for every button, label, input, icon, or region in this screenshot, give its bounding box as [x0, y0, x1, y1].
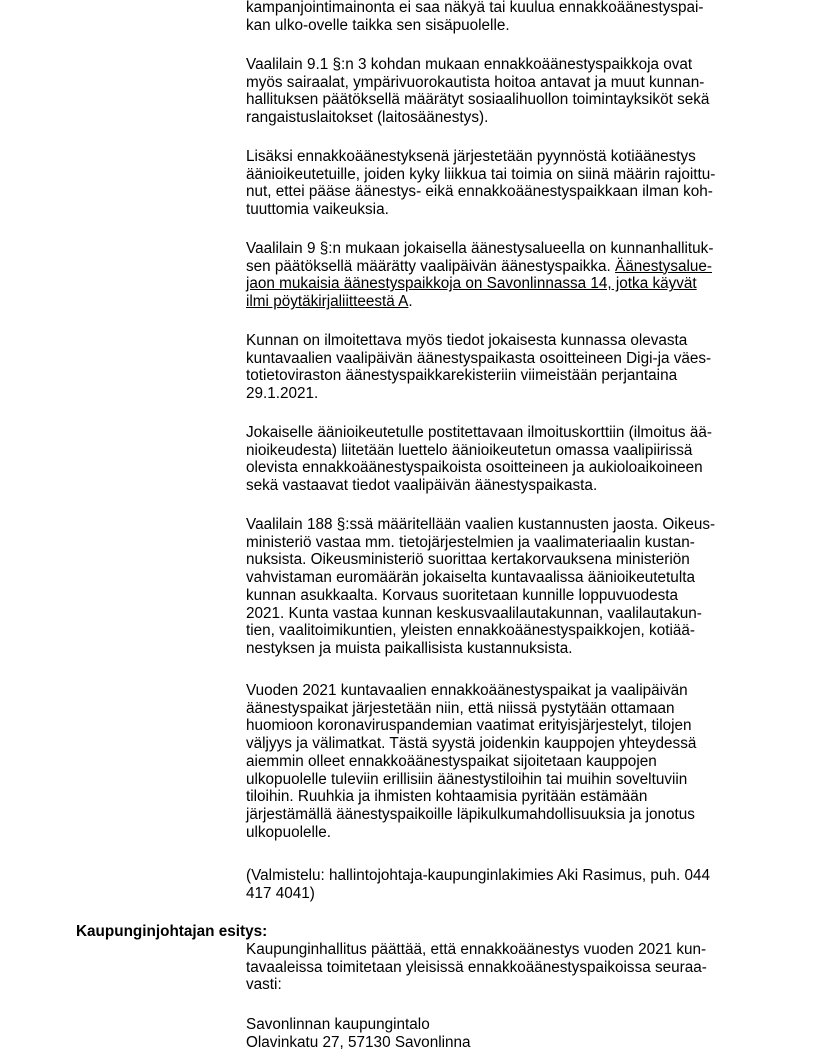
text-line: hallituksen päätöksellä määrätyt sosiaalihuollon toimintayksiköt sekä — [246, 91, 710, 109]
text-line: Olavinkatu 27, 57130 Savonlinna — [246, 1033, 471, 1051]
text-line: Savonlinnan kaupungintalo — [246, 1016, 430, 1033]
paragraph-election-costs — [246, 516, 746, 658]
text-line: Jokaiselle äänioikeutetulle postitettavaan ilmoituskorttiin (ilmoitus ää- — [246, 424, 712, 441]
text-line: kampanjointimainonta ei saa näkyä tai kuulua ennakkoäänestyspai- — [246, 0, 704, 16]
text-line: ulkopuolelle tuleviin erillisiin äänestystiloihin tai muihin soveltuviin — [246, 770, 688, 788]
text-line: vasti: — [246, 976, 282, 994]
text-segment: sen päätöksellä määrätty vaalipäivän äänestyspaikka. — [246, 257, 616, 275]
text-line: tien, vaalitoimikuntien, yleisten ennakkoäänestyspaikkojen, kotiää- — [246, 622, 695, 640]
text-line: 2021. Kunta vastaa kunnan keskusvaalilautakunnan, vaalilautakun- — [246, 604, 702, 622]
text-line: tavaaleissa toimitetaan yleisissä ennakkoäänestyspaikoissa seuraa- — [246, 958, 707, 976]
text-line: Vuoden 2021 kuntavaalien ennakkoäänestyspaikat ja vaalipäivän — [246, 682, 688, 699]
underlined-text: Äänestysalue- — [615, 257, 712, 275]
text-line: rangaistuslaitokset (laitosäänestys). — [246, 109, 489, 127]
text-line: kan ulko-ovelle taikka sen sisäpuolelle. — [246, 16, 510, 34]
text-line: äänestyspaikat järjestetään niin, että niissä pystytään ottamaan — [246, 699, 675, 717]
address-block — [246, 1016, 746, 1051]
text-line: Vaalilain 9.1 §:n 3 kohdan mukaan ennakkoäänestyspaikkoja ovat — [246, 56, 693, 73]
paragraph-notification-card — [246, 424, 746, 495]
text-line: myös sairaalat, ympärivuorokautista hoitoa antavat ja muut kunnan- — [246, 73, 705, 91]
text-line — [246, 293, 746, 311]
text-line: Lisäksi ennakkoäänestyksenä järjestetään pyynnöstä kotiäänestys — [246, 148, 696, 165]
text-line: kuntavaalien vaalipäivän äänestyspaikasta osoitteineen Digi-ja väes- — [246, 349, 712, 367]
text-line: Kaupunginhallitus päättää, että ennakkoäänestys vuoden 2021 kun- — [246, 941, 707, 958]
text-line: tuuttomia vaikeuksia. — [246, 201, 389, 219]
text-line: 29.1.2021. — [246, 385, 319, 403]
text-line: väljyys ja välimatkat. Tästä syystä joidenkin kauppojen yhteydessä — [246, 735, 697, 753]
text-line: ministeriö vastaa mm. tietojärjestelmien ja vaalimateriaalin kustan- — [246, 533, 695, 551]
paragraph-institutional-voting — [246, 56, 746, 127]
text-line: tiloihin. Ruuhkia ja ihmisten kohtaamisia pyritään estämään — [246, 788, 648, 806]
text-line: nioikeudesta) liitetään luettelo äänioikeutetun omassa vaalipiirissä — [246, 441, 693, 459]
text-line: olevista ennakkoäänestyspaikoista osoitteineen ja aukioloaikoineen — [246, 459, 703, 477]
underlined-text: jaon mukaisia äänestyspaikkoja on Savonlinnassa 14, jotka käyvät — [246, 275, 697, 293]
paragraph-preparer — [246, 867, 746, 902]
text-line: äänioikeutetuille, joiden kyky liikkua tai toimia on siinä määrin rajoittu- — [246, 165, 716, 183]
paragraph-campaign-ads — [246, 0, 746, 34]
text-line: (Valmistelu: hallintojohtaja-kaupunginlakimies Aki Rasimus, puh. 044 — [246, 867, 710, 884]
proposal-text — [246, 941, 746, 994]
text-line: vahvistaman euromäärän jokaiselta kuntavaalissa äänioikeutetulta — [246, 569, 695, 587]
text-line: kunnan asukkaalta. Korvaus suoritetaan kunnille loppuvuodesta — [246, 586, 679, 604]
paragraph-polling-stations — [246, 240, 746, 311]
text-line — [246, 258, 746, 276]
proposal-heading: Kaupunginjohtajan esitys: — [76, 923, 268, 940]
text-line: Vaalilain 188 §:ssä määritellään vaalien kustannusten jaosta. Oikeus- — [246, 516, 716, 533]
text-line: nut, ettei pääse äänestys- eikä ennakkoäänestyspaikkaan ilman koh- — [246, 183, 713, 201]
text-line: aiemmin olleet ennakkoäänestyspaikat sijoitetaan kauppojen — [246, 752, 657, 770]
text-line: sekä vastaavat tiedot vaalipäivän äänestyspaikasta. — [246, 477, 598, 495]
paragraph-home-voting — [246, 148, 746, 219]
text-line: huomioon koronaviruspandemian vaatimat erityisjärjestelyt, tilojen — [246, 717, 692, 735]
text-line: ulkopuolelle. — [246, 823, 332, 841]
underlined-text: ilmi pöytäkirjaliitteestä A — [246, 293, 409, 311]
text-line: järjestämällä äänestyspaikoille läpikulkumahdollisuuksia ja jonotus — [246, 805, 695, 823]
text-line: Vaalilain 9 §:n mukaan jokaisella äänestysalueella on kunnanhallituk- — [246, 240, 714, 257]
text-line: nuksista. Oikeusministeriö suorittaa kertakorvauksena ministeriön — [246, 551, 690, 569]
text-line: nestyksen ja muista paikallisista kustannuksista. — [246, 639, 573, 657]
paragraph-registry-notice — [246, 332, 746, 403]
text-line: Kunnan on ilmoitettava myös tiedot jokaisesta kunnassa olevasta — [246, 332, 688, 349]
text-segment: . — [408, 293, 413, 311]
text-line: totietoviraston äänestyspaikkarekisteriin viimeistään perjantaina — [246, 367, 678, 385]
paragraph-covid-arrangements — [246, 682, 746, 841]
text-line: 417 4041) — [246, 884, 315, 902]
